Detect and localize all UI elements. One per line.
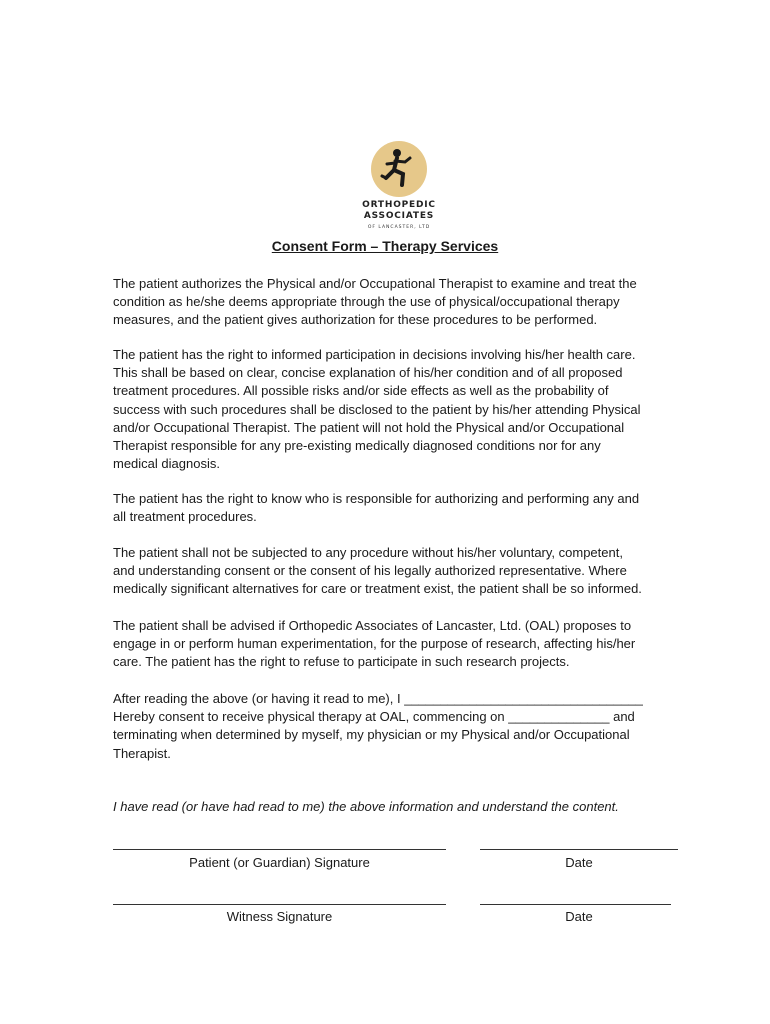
text-line: success with such procedures shall be disclosed to the patient by his/her attending Physical [113,401,641,417]
text-line: The patient shall not be subjected to any procedure without his/her voluntary, competent, [113,545,623,560]
text-line: treatment procedures. All possible risks and/or side effects as well as the probability of [113,383,609,399]
paragraph-experimentation [113,617,683,672]
text-line: condition as he/she deems appropriate through the use of physical/occupational therapy [113,294,620,310]
text-line: The patient has the right to know who is responsible for authorizing and performing any and [113,491,640,506]
text-line: Therapist responsible for any pre-existing medically diagnosed conditions nor for any [113,438,601,454]
text-line: This shall be based on clear, concise explanation of his/her condition and of all proposed [113,365,623,381]
name-fill-line[interactable]: After reading the above (or having it read to me), I _________________________________ [113,691,643,706]
text-line: Therapist. [113,745,171,761]
paragraph-authorization [113,275,683,330]
oal-logo [356,140,442,230]
paragraph-responsibility [113,490,683,526]
commencing-date-fill-line[interactable]: Hereby consent to receive physical therapy at OAL, commencing on ______________ and [113,709,635,725]
form-title: Consent Form – Therapy Services [271,238,499,254]
witness-signature-label: Witness Signature [226,909,333,924]
text-line: all treatment procedures. [113,509,257,525]
paragraph-consent [113,544,683,599]
acknowledgement-statement: I have read (or have had read to me) the above information and understand the content. [113,799,619,814]
paragraph-statement-fill-in [113,690,683,763]
witness-date-line[interactable] [480,904,671,905]
text-line: medically significant alternatives for care or treatment exist, the patient shall be so informed. [113,581,642,597]
witness-date-label: Date [565,909,593,924]
logo-text-line1: ORTHOPEDIC [362,200,436,210]
text-line: and understanding consent or the consent of his legally authorized representative. Where [113,563,627,579]
text-line: terminating when determined by myself, my physician or my Physical and/or Occupational [113,727,630,743]
patient-signature-label: Patient (or Guardian) Signature [189,855,370,870]
patient-date-line[interactable] [480,849,678,850]
text-line: The patient shall be advised if Orthopedic Associates of Lancaster, Ltd. (OAL) proposes to [113,618,632,633]
logo-text-line3: OF LANCASTER, LTD [367,225,431,230]
text-line: care. The patient has the right to refuse to participate in such research projects. [113,654,570,670]
witness-signature-line[interactable] [113,904,446,905]
running-figure-logo-icon [370,140,428,198]
paragraph-informed-participation [113,346,683,473]
text-line: The patient authorizes the Physical and/or Occupational Therapist to examine and treat the [113,276,637,291]
text-line: and/or Occupational Therapist. The patient will not hold the Physical and/or Occupational [113,419,625,435]
text-line: medical diagnosis. [113,456,220,472]
patient-date-label: Date [565,855,593,870]
text-line: The patient has the right to informed participation in decisions involving his/her health care. [113,347,636,362]
logo-text-line2: ASSOCIATES [363,211,435,221]
text-line: measures, and the patient gives authorization for these procedures to be performed. [113,312,598,328]
patient-signature-line[interactable] [113,849,446,850]
text-line: engage in or perform human experimentation, for the purpose of research, affecting his/her [113,636,636,652]
